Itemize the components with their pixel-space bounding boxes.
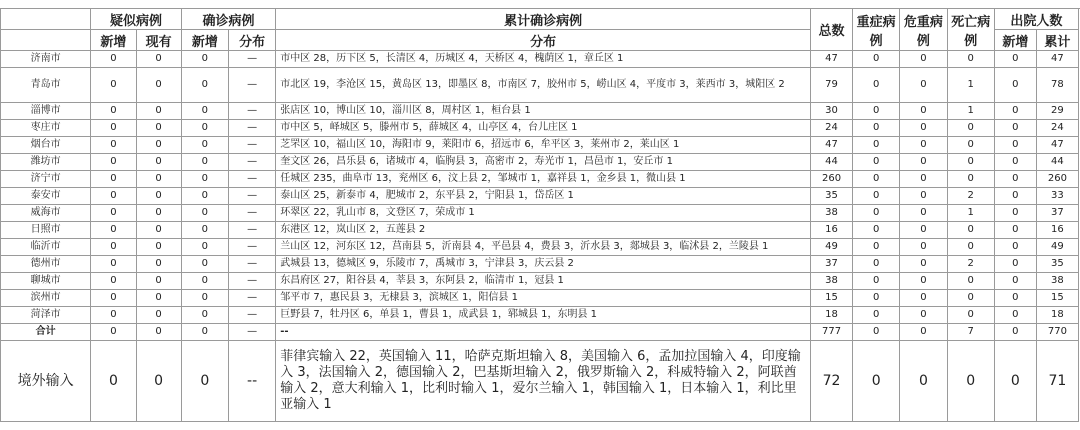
cumulative-distribution-cell: 市中区 5，峄城区 5，滕州市 5，薛城区 4，山亭区 4，台儿庄区 1	[276, 120, 811, 137]
cumulative-distribution-cell: 邹平市 7，惠民县 3，无棣县 3，滨城区 1，阳信县 1	[276, 290, 811, 307]
total-cell: 72	[811, 341, 853, 422]
cumulative-distribution-cell: 任城区 235，曲阜市 13，兖州区 6，汶上县 2，邹城市 1，嘉祥县 1，金乡县 1，微山县 1	[276, 171, 811, 188]
suspected-current-cell: 0	[136, 171, 181, 188]
total-cell: 38	[811, 273, 853, 290]
suspected-new-cell: 0	[91, 341, 136, 422]
discharged-new-header: 新增	[994, 30, 1036, 51]
confirmed-distribution-cell: —	[228, 256, 275, 273]
city-cell: 日照市	[1, 222, 91, 239]
severe-cell: 0	[853, 290, 900, 307]
death-cell: 1	[947, 205, 994, 222]
discharged-new-cell: 0	[994, 154, 1036, 171]
suspected-header: 疑似病例	[91, 9, 181, 30]
discharged-total-cell: 18	[1036, 307, 1078, 324]
discharged-new-cell: 0	[994, 341, 1036, 422]
confirmed-new-cell: 0	[181, 68, 228, 103]
city-cell: 临沂市	[1, 239, 91, 256]
discharged-total-cell: 35	[1036, 256, 1078, 273]
death-cell: 2	[947, 188, 994, 205]
discharged-total-cell: 770	[1036, 324, 1078, 341]
confirmed-new-cell: 0	[181, 103, 228, 120]
total-header: 总数	[811, 9, 853, 51]
severe-cell: 0	[853, 222, 900, 239]
table-row	[1, 103, 1079, 120]
discharged-new-cell: 0	[994, 324, 1036, 341]
death-cell: 0	[947, 154, 994, 171]
discharged-total-cell: 37	[1036, 205, 1078, 222]
death-cell: 0	[947, 290, 994, 307]
table-row	[1, 290, 1079, 307]
confirmed-new-cell: 0	[181, 137, 228, 154]
critical-cell: 0	[900, 154, 947, 171]
total-cell: 38	[811, 205, 853, 222]
total-cell: 79	[811, 68, 853, 103]
cumulative-distribution-cell: 兰山区 12，河东区 12，莒南县 5，沂南县 4，平邑县 4，费县 3，沂水县 3，郯城县 3，临沭县 2，兰陵县 1	[276, 239, 811, 256]
city-cell: 威海市	[1, 205, 91, 222]
discharged-new-cell: 0	[994, 222, 1036, 239]
discharged-new-cell: 0	[994, 103, 1036, 120]
confirmed-new-cell: 0	[181, 324, 228, 341]
confirmed-header: 确诊病例	[181, 9, 276, 30]
total-cell: 24	[811, 120, 853, 137]
total-cell: 30	[811, 103, 853, 120]
critical-cell: 0	[900, 239, 947, 256]
death-cell: 0	[947, 307, 994, 324]
case-statistics-table	[0, 8, 1079, 422]
confirmed-distribution-cell: --	[228, 341, 275, 422]
death-cell: 1	[947, 68, 994, 103]
table-body	[1, 51, 1079, 422]
table-row	[1, 154, 1079, 171]
discharged-new-cell: 0	[994, 205, 1036, 222]
city-cell: 济宁市	[1, 171, 91, 188]
total-cell: 44	[811, 154, 853, 171]
suspected-new-cell: 0	[91, 171, 136, 188]
death-header: 死亡病例	[947, 9, 994, 51]
suspected-current-header: 现有	[136, 30, 181, 51]
suspected-new-cell: 0	[91, 273, 136, 290]
discharged-total-cell: 47	[1036, 51, 1078, 68]
confirmed-new-header: 新增	[181, 30, 228, 51]
critical-cell: 0	[900, 307, 947, 324]
confirmed-new-cell: 0	[181, 273, 228, 290]
total-row	[1, 324, 1079, 341]
city-cell: 德州市	[1, 256, 91, 273]
critical-cell: 0	[900, 68, 947, 103]
death-cell: 0	[947, 239, 994, 256]
severe-cell: 0	[853, 120, 900, 137]
suspected-new-cell: 0	[91, 68, 136, 103]
suspected-new-cell: 0	[91, 188, 136, 205]
confirmed-new-cell: 0	[181, 205, 228, 222]
city-cell: 滨州市	[1, 290, 91, 307]
confirmed-distribution-cell: —	[228, 188, 275, 205]
discharged-new-cell: 0	[994, 273, 1036, 290]
death-cell: 0	[947, 171, 994, 188]
suspected-current-cell: 0	[136, 222, 181, 239]
discharged-total-header: 累计	[1036, 30, 1078, 51]
discharged-new-cell: 0	[994, 239, 1036, 256]
death-cell: 0	[947, 341, 994, 422]
severe-cell: 0	[853, 307, 900, 324]
suspected-new-cell: 0	[91, 154, 136, 171]
critical-cell: 0	[900, 137, 947, 154]
confirmed-new-cell: 0	[181, 307, 228, 324]
suspected-current-cell: 0	[136, 68, 181, 103]
table-row	[1, 205, 1079, 222]
discharged-total-cell: 44	[1036, 154, 1078, 171]
corner-cell	[1, 9, 91, 30]
suspected-new-cell: 0	[91, 290, 136, 307]
table-row	[1, 68, 1079, 103]
discharged-new-cell: 0	[994, 120, 1036, 137]
cumulative-distribution-cell: 市北区 19，李沧区 15，黄岛区 13，即墨区 8，市南区 7，胶州市 5，崂山区 4，平度市 3，莱西市 3，城阳区 2	[276, 68, 811, 103]
critical-cell: 0	[900, 290, 947, 307]
suspected-current-cell: 0	[136, 256, 181, 273]
severe-cell: 0	[853, 239, 900, 256]
discharged-total-cell: 47	[1036, 137, 1078, 154]
city-cell: 合计	[1, 324, 91, 341]
confirmed-distribution-cell: —	[228, 120, 275, 137]
death-cell: 0	[947, 51, 994, 68]
discharged-total-cell: 15	[1036, 290, 1078, 307]
severe-cell: 0	[853, 137, 900, 154]
confirmed-new-cell: 0	[181, 341, 228, 422]
table-row	[1, 273, 1079, 290]
confirmed-distribution-cell: —	[228, 239, 275, 256]
confirmed-distribution-cell: —	[228, 171, 275, 188]
critical-cell: 0	[900, 120, 947, 137]
suspected-current-cell: 0	[136, 273, 181, 290]
severe-cell: 0	[853, 103, 900, 120]
discharged-total-cell: 260	[1036, 171, 1078, 188]
discharged-total-cell: 33	[1036, 188, 1078, 205]
discharged-total-cell: 49	[1036, 239, 1078, 256]
suspected-new-cell: 0	[91, 103, 136, 120]
discharged-new-cell: 0	[994, 188, 1036, 205]
confirmed-distribution-cell: —	[228, 205, 275, 222]
cumulative-header: 累计确诊病例	[276, 9, 811, 30]
discharged-total-cell: 29	[1036, 103, 1078, 120]
confirmed-new-cell: 0	[181, 222, 228, 239]
table-row	[1, 51, 1079, 68]
table-row	[1, 137, 1079, 154]
table-row	[1, 188, 1079, 205]
overseas-row	[1, 341, 1079, 422]
discharged-new-cell: 0	[994, 171, 1036, 188]
confirmed-distribution-cell: —	[228, 273, 275, 290]
severe-cell: 0	[853, 68, 900, 103]
death-cell: 0	[947, 273, 994, 290]
discharged-new-cell: 0	[994, 137, 1036, 154]
cumulative-distribution-cell: 环翠区 22，乳山市 8，文登区 7，荣成市 1	[276, 205, 811, 222]
total-cell: 260	[811, 171, 853, 188]
severe-cell: 0	[853, 256, 900, 273]
suspected-new-cell: 0	[91, 120, 136, 137]
suspected-current-cell: 0	[136, 103, 181, 120]
suspected-new-cell: 0	[91, 307, 136, 324]
severe-cell: 0	[853, 341, 900, 422]
suspected-current-cell: 0	[136, 205, 181, 222]
city-cell: 济南市	[1, 51, 91, 68]
severe-cell: 0	[853, 171, 900, 188]
discharged-total-cell: 78	[1036, 68, 1078, 103]
cumulative-distribution-cell: --	[276, 324, 811, 341]
suspected-new-cell: 0	[91, 239, 136, 256]
death-cell: 0	[947, 222, 994, 239]
total-cell: 37	[811, 256, 853, 273]
suspected-current-cell: 0	[136, 290, 181, 307]
suspected-new-cell: 0	[91, 324, 136, 341]
death-cell: 2	[947, 256, 994, 273]
discharged-total-cell: 38	[1036, 273, 1078, 290]
total-cell: 18	[811, 307, 853, 324]
critical-cell: 0	[900, 205, 947, 222]
cumulative-distribution-cell: 巨野县 7，牡丹区 6，单县 1，曹县 1，成武县 1，郓城县 1，东明县 1	[276, 307, 811, 324]
city-cell: 聊城市	[1, 273, 91, 290]
confirmed-new-cell: 0	[181, 154, 228, 171]
confirmed-distribution-cell: —	[228, 222, 275, 239]
suspected-current-cell: 0	[136, 51, 181, 68]
confirmed-distribution-header: 分布	[228, 30, 275, 51]
critical-cell: 0	[900, 324, 947, 341]
city-cell: 青岛市	[1, 68, 91, 103]
suspected-new-cell: 0	[91, 222, 136, 239]
death-cell: 7	[947, 324, 994, 341]
critical-cell: 0	[900, 51, 947, 68]
discharged-total-cell: 24	[1036, 120, 1078, 137]
corner-cell-2	[1, 30, 91, 51]
suspected-current-cell: 0	[136, 307, 181, 324]
total-cell: 47	[811, 51, 853, 68]
cumulative-distribution-cell: 泰山区 25，新泰市 4，肥城市 2，东平县 2，宁阳县 1，岱岳区 1	[276, 188, 811, 205]
critical-cell: 0	[900, 188, 947, 205]
critical-cell: 0	[900, 171, 947, 188]
total-cell: 35	[811, 188, 853, 205]
cumulative-distribution-cell: 芝罘区 10，福山区 10，海阳市 9，莱阳市 6，招远市 6，牟平区 3，莱州市 2，莱山区 1	[276, 137, 811, 154]
severe-cell: 0	[853, 51, 900, 68]
city-cell: 境外输入	[1, 341, 91, 422]
table-row	[1, 120, 1079, 137]
death-cell: 0	[947, 137, 994, 154]
table-row	[1, 171, 1079, 188]
severe-cell: 0	[853, 273, 900, 290]
city-cell: 菏泽市	[1, 307, 91, 324]
total-cell: 47	[811, 137, 853, 154]
death-cell: 0	[947, 120, 994, 137]
total-cell: 49	[811, 239, 853, 256]
suspected-new-cell: 0	[91, 137, 136, 154]
suspected-new-header: 新增	[91, 30, 136, 51]
header-row-1	[1, 9, 1079, 30]
confirmed-new-cell: 0	[181, 188, 228, 205]
critical-cell: 0	[900, 222, 947, 239]
cumulative-distribution-cell: 张店区 10，博山区 10，淄川区 8，周村区 1，桓台县 1	[276, 103, 811, 120]
severe-cell: 0	[853, 324, 900, 341]
confirmed-new-cell: 0	[181, 120, 228, 137]
discharged-new-cell: 0	[994, 68, 1036, 103]
total-cell: 16	[811, 222, 853, 239]
total-cell: 15	[811, 290, 853, 307]
suspected-new-cell: 0	[91, 51, 136, 68]
confirmed-new-cell: 0	[181, 256, 228, 273]
cumulative-distribution-cell: 东港区 12，岚山区 2，五莲县 2	[276, 222, 811, 239]
confirmed-distribution-cell: —	[228, 103, 275, 120]
severe-cell: 0	[853, 154, 900, 171]
cumulative-distribution-cell: 市中区 28，历下区 5，长清区 4，历城区 4，天桥区 4，槐荫区 1，章丘区 1	[276, 51, 811, 68]
confirmed-new-cell: 0	[181, 239, 228, 256]
table-row	[1, 222, 1079, 239]
confirmed-new-cell: 0	[181, 171, 228, 188]
cumulative-distribution-cell: 菲律宾输入 22，英国输入 11，哈萨克斯坦输入 8，美国输入 6，孟加拉国输入 4，印度输入 3，法国输入 2，德国输入 2，巴基斯坦输入 2，俄罗斯输入 2，科威特输入 2，阿联酋输入 2，意大利输入 1，比利时输入 1，爱尔兰输入 1，韩国输入 1，日本输入 1，利比里亚输入 1	[276, 341, 811, 422]
confirmed-new-cell: 0	[181, 290, 228, 307]
table-row	[1, 256, 1079, 273]
confirmed-distribution-cell: —	[228, 307, 275, 324]
suspected-current-cell: 0	[136, 154, 181, 171]
confirmed-new-cell: 0	[181, 51, 228, 68]
critical-cell: 0	[900, 256, 947, 273]
suspected-current-cell: 0	[136, 120, 181, 137]
suspected-new-cell: 0	[91, 205, 136, 222]
severe-header: 重症病例	[853, 9, 900, 51]
discharged-new-cell: 0	[994, 290, 1036, 307]
city-cell: 淄博市	[1, 103, 91, 120]
discharged-total-cell: 71	[1036, 341, 1078, 422]
cumulative-distribution-cell: 奎文区 26，昌乐县 6，诸城市 4，临朐县 3，高密市 2，寿光市 1，昌邑市 1，安丘市 1	[276, 154, 811, 171]
suspected-current-cell: 0	[136, 239, 181, 256]
death-cell: 1	[947, 103, 994, 120]
severe-cell: 0	[853, 205, 900, 222]
city-cell: 枣庄市	[1, 120, 91, 137]
discharged-new-cell: 0	[994, 51, 1036, 68]
critical-header: 危重病例	[900, 9, 947, 51]
cumulative-distribution-cell: 武城县 13，德城区 9，乐陵市 7，禹城市 3，宁津县 3，庆云县 2	[276, 256, 811, 273]
confirmed-distribution-cell: —	[228, 154, 275, 171]
discharged-new-cell: 0	[994, 307, 1036, 324]
table-row	[1, 239, 1079, 256]
critical-cell: 0	[900, 273, 947, 290]
confirmed-distribution-cell: —	[228, 137, 275, 154]
suspected-current-cell: 0	[136, 188, 181, 205]
suspected-new-cell: 0	[91, 256, 136, 273]
confirmed-distribution-cell: —	[228, 290, 275, 307]
suspected-current-cell: 0	[136, 341, 181, 422]
suspected-current-cell: 0	[136, 137, 181, 154]
total-cell: 777	[811, 324, 853, 341]
critical-cell: 0	[900, 341, 947, 422]
discharged-new-cell: 0	[994, 256, 1036, 273]
discharged-total-cell: 16	[1036, 222, 1078, 239]
discharged-header: 出院人数	[994, 9, 1078, 30]
severe-cell: 0	[853, 188, 900, 205]
critical-cell: 0	[900, 103, 947, 120]
table-row	[1, 307, 1079, 324]
city-cell: 烟台市	[1, 137, 91, 154]
city-cell: 泰安市	[1, 188, 91, 205]
confirmed-distribution-cell: —	[228, 68, 275, 103]
confirmed-distribution-cell: —	[228, 51, 275, 68]
cumulative-distribution-header: 分布	[276, 30, 811, 51]
confirmed-distribution-cell: —	[228, 324, 275, 341]
city-cell: 潍坊市	[1, 154, 91, 171]
suspected-current-cell: 0	[136, 324, 181, 341]
cumulative-distribution-cell: 东昌府区 27，阳谷县 4，莘县 3，东阿县 2，临清市 1，冠县 1	[276, 273, 811, 290]
